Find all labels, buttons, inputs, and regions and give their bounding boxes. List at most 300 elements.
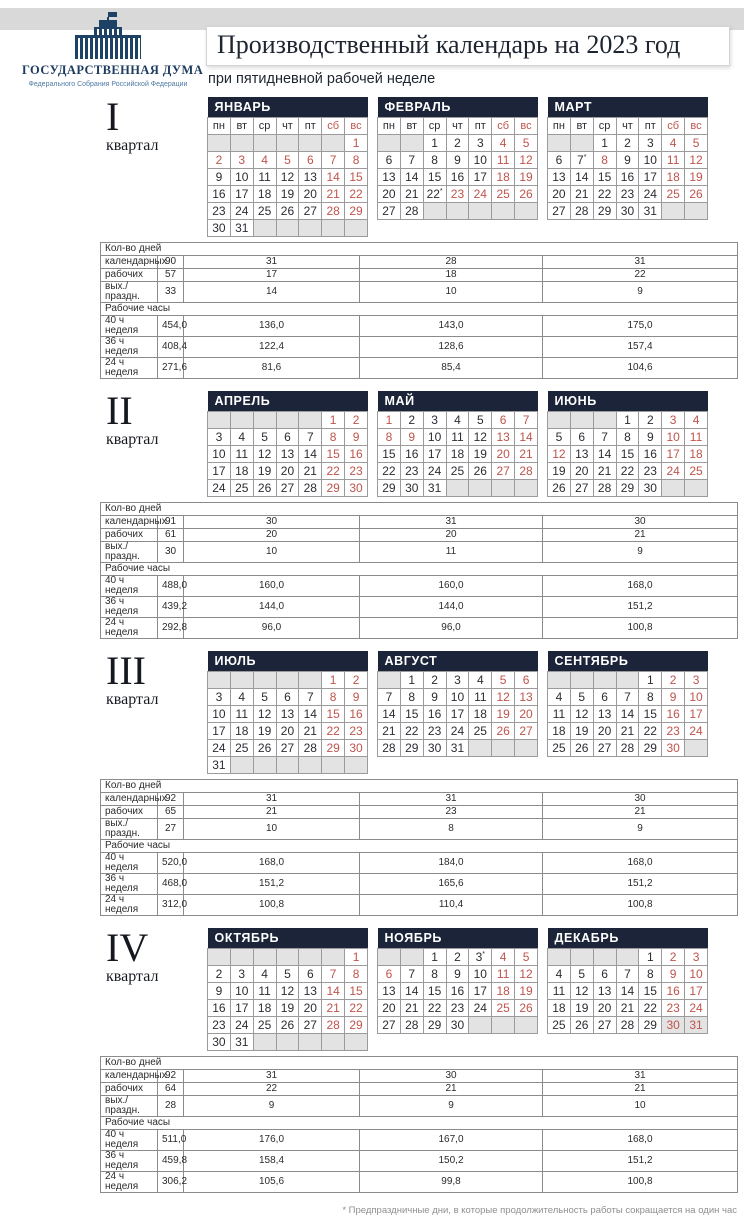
day-cell: 9 (639, 429, 662, 446)
day-cell: 15 (400, 706, 423, 723)
days-row-value: 31 (543, 256, 738, 269)
hours-row-value: 511,0 (158, 1130, 184, 1151)
day-cell: 7 (299, 689, 322, 706)
day-cell: 19 (570, 723, 593, 740)
day-cell: 7 (616, 689, 639, 706)
day-cell: 28 (400, 1017, 423, 1034)
day-cell: 8 (322, 429, 345, 446)
day-cell: 25 (685, 463, 708, 480)
day-cell: 25 (230, 480, 253, 497)
empty-cell (345, 1034, 368, 1051)
day-cell: 11 (662, 152, 685, 169)
day-cell: 27 (299, 203, 322, 220)
day-cell: 22 (616, 463, 639, 480)
hours-row-value: 110,4 (360, 895, 543, 916)
day-cell: 30 (345, 740, 368, 757)
empty-cell (378, 672, 401, 689)
hours-row-label: 36 ч неделя (101, 874, 158, 895)
days-row-value: 22 (184, 1083, 360, 1096)
quarters-container (100, 94, 737, 1216)
quarter-label (100, 648, 207, 709)
day-cell: 4 (492, 135, 515, 152)
day-cell: 29 (423, 1017, 446, 1034)
day-cell: 28 (322, 203, 345, 220)
empty-cell (515, 740, 538, 757)
hours-row-label: 24 ч неделя (101, 358, 158, 379)
day-cell: 26 (515, 1000, 538, 1017)
day-cell: 4 (230, 689, 253, 706)
day-cell: 18 (492, 983, 515, 1000)
day-cell: 9 (400, 429, 423, 446)
day-cell: 4 (685, 412, 708, 429)
day-cell: 19 (515, 169, 538, 186)
day-cell: 25 (548, 740, 571, 757)
days-row-value: 92 (158, 793, 184, 806)
day-cell: 17 (208, 723, 231, 740)
day-cell: 2 (208, 966, 231, 983)
day-cell: 7* (570, 152, 593, 169)
day-cell: 11 (469, 689, 492, 706)
empty-cell (253, 412, 276, 429)
days-section-header: Кол-во дней (101, 243, 738, 256)
quarter-numeral: II (106, 388, 133, 433)
day-cell: 5 (515, 135, 538, 152)
day-cell: 25 (446, 463, 469, 480)
day-cell: 7 (400, 152, 423, 169)
day-cell: 27 (570, 480, 593, 497)
day-cell: 1 (400, 672, 423, 689)
day-cell: 14 (616, 706, 639, 723)
day-cell: 7 (400, 966, 423, 983)
days-row-value: 20 (184, 529, 360, 542)
empty-cell (469, 1017, 492, 1034)
day-cell: 19 (515, 983, 538, 1000)
day-cell: 20 (515, 706, 538, 723)
day-cell: 15 (616, 446, 639, 463)
empty-cell (662, 480, 685, 497)
hours-row-value: 81,6 (184, 358, 360, 379)
days-row-value: 91 (158, 516, 184, 529)
day-cell: 28 (400, 203, 423, 220)
weekday-label: вс (345, 118, 368, 135)
day-cell: 12 (253, 706, 276, 723)
day-cell: 9 (446, 966, 469, 983)
quarter-word: квартал (106, 968, 159, 985)
day-cell: 27 (515, 723, 538, 740)
day-cell: 30 (208, 1034, 231, 1051)
month-name: МАЙ (378, 391, 538, 412)
day-cell: 1 (322, 672, 345, 689)
day-cell: 4 (253, 966, 276, 983)
hours-row-value: 100,8 (184, 895, 360, 916)
weekday-label: вт (230, 118, 253, 135)
empty-cell (570, 412, 593, 429)
day-cell: 8 (400, 689, 423, 706)
day-cell: 20 (378, 1000, 401, 1017)
day-cell: 25 (230, 740, 253, 757)
empty-cell (548, 135, 571, 152)
hours-row-value: 168,0 (543, 853, 738, 874)
day-cell: 12 (253, 446, 276, 463)
empty-cell (230, 412, 253, 429)
day-cell: 10 (208, 446, 231, 463)
day-cell: 24 (230, 203, 253, 220)
empty-cell (515, 480, 538, 497)
day-cell: 7 (593, 429, 616, 446)
day-cell: 26 (469, 463, 492, 480)
day-cell: 13 (492, 429, 515, 446)
day-cell: 7 (322, 152, 345, 169)
day-cell: 19 (253, 723, 276, 740)
day-cell: 18 (253, 186, 276, 203)
day-cell: 7 (616, 966, 639, 983)
hours-row-value: 85,4 (360, 358, 543, 379)
quarter-section-III (100, 648, 737, 916)
day-cell: 14 (400, 983, 423, 1000)
day-cell: 23 (208, 203, 231, 220)
days-row-value: 10 (184, 542, 360, 563)
day-cell: 23 (208, 1017, 231, 1034)
weekday-label: пт (639, 118, 662, 135)
day-cell: 16 (639, 446, 662, 463)
day-cell: 9 (662, 689, 685, 706)
hours-row-value: 176,0 (184, 1130, 360, 1151)
day-cell: 7 (322, 966, 345, 983)
day-cell: 16 (345, 706, 368, 723)
org-subtitle: Федерального Собрания Российской Федерации (28, 81, 188, 88)
day-cell: 1 (378, 412, 401, 429)
empty-cell (253, 672, 276, 689)
day-cell: 10 (662, 429, 685, 446)
day-cell: 5 (469, 412, 492, 429)
hours-row-value: 459,8 (158, 1151, 184, 1172)
day-cell: 21 (400, 186, 423, 203)
empty-cell (548, 672, 571, 689)
days-row-value: 21 (184, 806, 360, 819)
day-cell: 30 (345, 480, 368, 497)
day-cell: 24 (639, 186, 662, 203)
days-row-label: рабочих (101, 269, 158, 282)
hours-row-value: 122,4 (184, 337, 360, 358)
weekday-label: пн (548, 118, 571, 135)
quarter-stats-table (100, 779, 738, 916)
day-cell: 26 (276, 203, 299, 220)
hours-row-value: 99,8 (360, 1172, 543, 1193)
day-cell: 11 (548, 983, 571, 1000)
day-cell: 6 (570, 429, 593, 446)
month-calendar-МАЙ (377, 391, 538, 497)
quarter-stats-table (100, 502, 738, 639)
empty-cell (446, 203, 469, 220)
empty-cell (276, 1034, 299, 1051)
day-cell: 24 (469, 1000, 492, 1017)
day-cell: 20 (593, 723, 616, 740)
day-cell: 20 (378, 186, 401, 203)
day-cell: 19 (570, 1000, 593, 1017)
day-cell: 3 (230, 152, 253, 169)
day-cell: 3* (469, 949, 492, 966)
day-cell: 29 (345, 203, 368, 220)
day-cell: 13 (593, 706, 616, 723)
quarter-section-II (100, 388, 737, 639)
month-calendar-НОЯБРЬ (377, 928, 538, 1034)
hours-row-label: 36 ч неделя (101, 1151, 158, 1172)
day-cell: 4 (446, 412, 469, 429)
day-cell: 5 (253, 429, 276, 446)
day-cell: 4 (548, 966, 571, 983)
day-cell: 13 (548, 169, 571, 186)
days-row-value: 23 (360, 806, 543, 819)
day-cell: 21 (299, 463, 322, 480)
days-section-header: Кол-во дней (101, 1057, 738, 1070)
month-name: НОЯБРЬ (378, 928, 538, 949)
hours-row-value: 175,0 (543, 316, 738, 337)
hours-row-value: 168,0 (184, 853, 360, 874)
hours-row-value: 408,4 (158, 337, 184, 358)
day-cell: 10 (230, 983, 253, 1000)
hours-row-value: 292,8 (158, 618, 184, 639)
day-cell: 2 (616, 135, 639, 152)
hours-row-value: 184,0 (360, 853, 543, 874)
day-cell: 14 (378, 706, 401, 723)
day-cell: 14 (322, 169, 345, 186)
day-cell: 18 (253, 1000, 276, 1017)
day-cell: 22 (593, 186, 616, 203)
org-name: ГОСУДАРСТВЕННАЯ ДУМА (22, 63, 204, 77)
day-cell: 6 (299, 966, 322, 983)
hours-row-value: 104,6 (543, 358, 738, 379)
quarter-word: квартал (106, 137, 159, 154)
days-row-value: 10 (543, 1096, 738, 1117)
days-row-value: 21 (360, 1083, 543, 1096)
day-cell: 14 (400, 169, 423, 186)
day-cell: 3 (685, 672, 708, 689)
day-cell: 30 (208, 220, 231, 237)
day-cell: 15 (639, 706, 662, 723)
day-cell: 13 (515, 689, 538, 706)
empty-cell (685, 480, 708, 497)
day-cell: 17 (446, 706, 469, 723)
day-cell: 31 (423, 480, 446, 497)
day-cell: 1 (639, 949, 662, 966)
month-calendar-ДЕКАБРЬ (547, 928, 708, 1034)
days-row-value: 14 (184, 282, 360, 303)
day-cell: 15 (345, 983, 368, 1000)
quarter-numeral: I (106, 94, 120, 139)
days-row-value: 30 (360, 1070, 543, 1083)
day-cell: 26 (253, 480, 276, 497)
day-cell: 15 (639, 983, 662, 1000)
day-cell: 9 (208, 983, 231, 1000)
calendar-row (100, 648, 737, 774)
day-cell: 13 (570, 446, 593, 463)
day-cell: 24 (685, 723, 708, 740)
hours-row-value: 160,0 (184, 576, 360, 597)
day-cell: 2 (345, 412, 368, 429)
days-row-value: 9 (543, 542, 738, 563)
hours-row-value: 151,2 (543, 1151, 738, 1172)
days-section-header: Кол-во дней (101, 503, 738, 516)
days-row-value: 92 (158, 1070, 184, 1083)
empty-cell (230, 672, 253, 689)
day-cell: 31 (685, 1017, 708, 1034)
day-cell: 16 (208, 1000, 231, 1017)
day-cell: 7 (378, 689, 401, 706)
weekday-label: ср (423, 118, 446, 135)
day-cell: 22 (322, 723, 345, 740)
day-cell: 26 (492, 723, 515, 740)
empty-cell (492, 1017, 515, 1034)
empty-cell (570, 135, 593, 152)
empty-cell (299, 135, 322, 152)
hours-row-value: 144,0 (184, 597, 360, 618)
day-cell: 5 (570, 689, 593, 706)
day-cell: 19 (469, 446, 492, 463)
hours-row-label: 40 ч неделя (101, 576, 158, 597)
day-cell: 30 (446, 1017, 469, 1034)
month-calendar-ЯНВАРЬ (207, 97, 368, 237)
day-cell: 5 (548, 429, 571, 446)
hours-row-value: 128,6 (360, 337, 543, 358)
day-cell: 27 (276, 480, 299, 497)
days-row-value: 10 (360, 282, 543, 303)
quarter-section-IV (100, 925, 737, 1193)
empty-cell (322, 1034, 345, 1051)
day-cell: 2 (345, 672, 368, 689)
day-cell: 8 (345, 966, 368, 983)
day-cell: 31 (639, 203, 662, 220)
days-row-label: вых./праздн. (101, 542, 158, 563)
day-cell: 19 (685, 169, 708, 186)
day-cell: 27 (593, 1017, 616, 1034)
day-cell: 23 (662, 723, 685, 740)
hours-row-value: 168,0 (543, 576, 738, 597)
days-row-value: 18 (360, 269, 543, 282)
days-row-value: 31 (184, 256, 360, 269)
calendar-row (100, 94, 737, 237)
day-cell: 22 (345, 1000, 368, 1017)
day-cell: 1 (616, 412, 639, 429)
day-cell: 17 (469, 169, 492, 186)
quarter-stats-table (100, 1056, 738, 1193)
days-row-value: 65 (158, 806, 184, 819)
day-cell: 24 (208, 740, 231, 757)
day-cell: 9 (446, 152, 469, 169)
day-cell: 15 (322, 706, 345, 723)
day-cell: 10 (230, 169, 253, 186)
day-cell: 9 (345, 689, 368, 706)
day-cell: 18 (446, 446, 469, 463)
weekday-label: вс (515, 118, 538, 135)
day-cell: 24 (423, 463, 446, 480)
day-cell: 6 (593, 966, 616, 983)
empty-cell (570, 672, 593, 689)
day-cell: 11 (253, 983, 276, 1000)
hours-row-value: 96,0 (184, 618, 360, 639)
day-cell: 11 (446, 429, 469, 446)
day-cell: 2 (208, 152, 231, 169)
days-row-value: 31 (184, 793, 360, 806)
day-cell: 31 (208, 757, 231, 774)
day-cell: 2 (423, 672, 446, 689)
day-cell: 3 (639, 135, 662, 152)
days-row-label: рабочих (101, 806, 158, 819)
empty-cell (276, 949, 299, 966)
calendar-row (100, 925, 737, 1051)
hours-row-value: 160,0 (360, 576, 543, 597)
month-name: СЕНТЯБРЬ (548, 651, 708, 672)
day-cell: 12 (515, 152, 538, 169)
hours-row-value: 520,0 (158, 853, 184, 874)
hours-row-label: 40 ч неделя (101, 1130, 158, 1151)
hours-row-value: 96,0 (360, 618, 543, 639)
month-name: ОКТЯБРЬ (208, 928, 368, 949)
day-cell: 12 (492, 689, 515, 706)
day-cell: 16 (423, 706, 446, 723)
day-cell: 6 (276, 429, 299, 446)
month-name: ИЮНЬ (548, 391, 708, 412)
day-cell: 10 (639, 152, 662, 169)
day-cell: 5 (685, 135, 708, 152)
day-cell: 27 (593, 740, 616, 757)
empty-cell (230, 949, 253, 966)
hours-row-value: 105,6 (184, 1172, 360, 1193)
day-cell: 8 (423, 152, 446, 169)
weekday-label: вт (570, 118, 593, 135)
empty-cell (208, 949, 231, 966)
empty-cell (469, 203, 492, 220)
days-row-value: 22 (543, 269, 738, 282)
day-cell: 19 (276, 186, 299, 203)
state-duma-logo (22, 12, 204, 88)
day-cell: 27 (378, 1017, 401, 1034)
day-cell: 17 (685, 706, 708, 723)
days-row-value: 21 (543, 529, 738, 542)
month-name: ДЕКАБРЬ (548, 928, 708, 949)
empty-cell (492, 740, 515, 757)
day-cell: 23 (345, 463, 368, 480)
day-cell: 8 (616, 429, 639, 446)
day-cell: 28 (322, 1017, 345, 1034)
day-cell: 28 (616, 740, 639, 757)
day-cell: 12 (469, 429, 492, 446)
days-row-value: 30 (184, 516, 360, 529)
days-row-label: вых./праздн. (101, 282, 158, 303)
day-cell: 17 (662, 446, 685, 463)
day-cell: 23 (616, 186, 639, 203)
quarter-numeral: III (106, 648, 146, 693)
empty-cell (400, 949, 423, 966)
days-row-value: 61 (158, 529, 184, 542)
day-cell: 14 (299, 706, 322, 723)
hours-section-header: Рабочие часы (101, 563, 738, 576)
hours-row-value: 151,2 (543, 874, 738, 895)
day-cell: 18 (492, 169, 515, 186)
empty-cell (299, 672, 322, 689)
hours-section-header: Рабочие часы (101, 1117, 738, 1130)
day-cell: 19 (548, 463, 571, 480)
day-cell: 30 (639, 480, 662, 497)
day-cell: 27 (299, 1017, 322, 1034)
day-cell: 26 (685, 186, 708, 203)
hours-row-value: 157,4 (543, 337, 738, 358)
empty-cell (299, 220, 322, 237)
day-cell: 21 (570, 186, 593, 203)
days-row-value: 28 (360, 256, 543, 269)
hours-section-header: Рабочие часы (101, 303, 738, 316)
day-cell: 20 (548, 186, 571, 203)
days-row-label: календарных (101, 793, 158, 806)
